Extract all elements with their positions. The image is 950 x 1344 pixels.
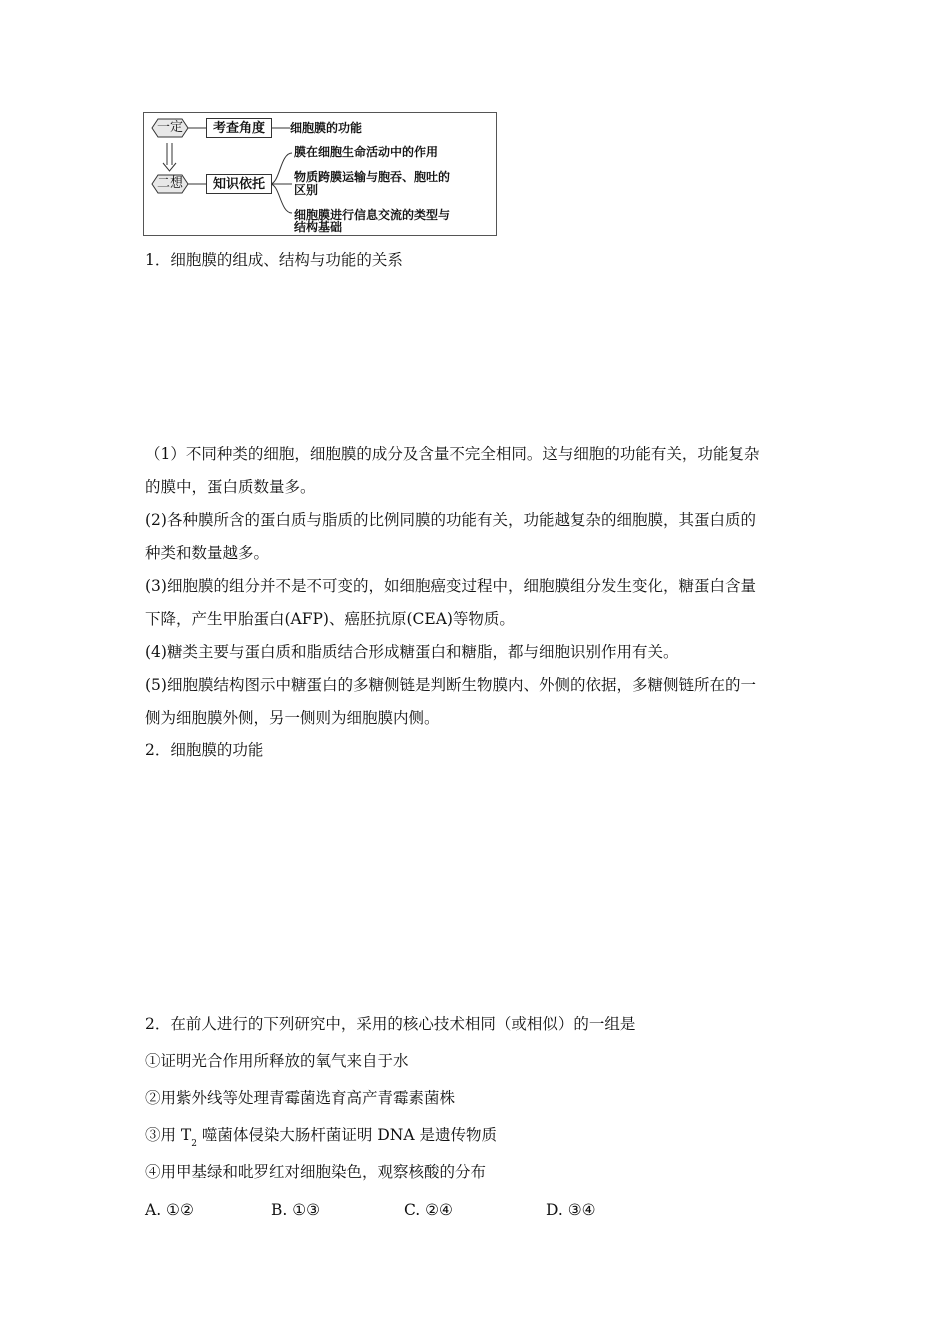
paragraph-line: (3)细胞膜的组分并不是不可变的，如细胞癌变过程中，细胞膜组分发生变化，糖蛋白含量 [145, 577, 756, 595]
arrow-head [163, 163, 176, 171]
question-stem: 2．在前人进行的下列研究中，采用的核心技术相同（或相似）的一组是 [145, 1015, 636, 1033]
option-d: D. ③④ [546, 1201, 596, 1219]
section2-heading: 2．细胞膜的功能 [145, 741, 264, 759]
basis-item-2-cont: 区别 [294, 183, 319, 197]
basis-item-1: 膜在细胞生命活动中的作用 [294, 145, 439, 159]
item3-subscript: 2 [191, 1139, 197, 1149]
basis-box: 知识依托 [206, 174, 272, 194]
step1-label: 一定 [156, 120, 183, 135]
paragraph-line: 侧为细胞膜外侧，另一侧则为细胞膜内侧。 [145, 709, 440, 727]
option-c: C. ②④ [404, 1201, 453, 1219]
paragraph-line: 的膜中，蛋白质数量多。 [145, 478, 316, 496]
question-item-1: ①证明光合作用所释放的氧气来自于水 [145, 1052, 409, 1070]
paragraph-line: (5)细胞膜结构图示中糖蛋白的多糖侧链是判断生物膜内、外侧的依据，多糖侧链所在的一 [145, 676, 756, 694]
angle-box: 考查角度 [206, 118, 272, 138]
section1-heading: 1．细胞膜的组成、结构与功能的关系 [145, 251, 403, 269]
option-a: A. ①② [145, 1201, 194, 1219]
item3-suffix: 噬菌体侵染大肠杆菌证明 DNA 是遗传物质 [197, 1126, 497, 1144]
branch-top [270, 153, 292, 184]
paragraph-line: (2)各种膜所含的蛋白质与脂质的比例同膜的功能有关，功能越复杂的细胞膜，其蛋白质的 [145, 511, 756, 529]
step2-label: 二想 [156, 176, 183, 191]
paragraph-line: 种类和数量越多。 [145, 544, 270, 562]
paragraph-line: (4)糖类主要与蛋白质和脂质结合形成糖蛋白和糖脂，都与细胞识别作用有关。 [145, 643, 679, 661]
question-item-2: ②用紫外线等处理青霉菌选育高产青霉素菌株 [145, 1089, 456, 1107]
concept-diagram [143, 112, 497, 236]
paragraph-line: 下降，产生甲胎蛋白(AFP)、癌胚抗原(CEA)等物质。 [145, 610, 515, 628]
basis-item-3: 细胞膜进行信息交流的类型与 [294, 208, 451, 222]
basis-item-2: 物质跨膜运输与胞吞、胞吐的 [294, 170, 451, 184]
angle-value: 细胞膜的功能 [290, 121, 363, 135]
option-b: B. ①③ [271, 1201, 321, 1219]
branch-bottom [270, 184, 292, 213]
basis-item-3-cont: 结构基础 [294, 220, 343, 234]
question-item-3 [145, 1125, 809, 1148]
question-item-4: ④用甲基绿和吡罗红对细胞染色，观察核酸的分布 [145, 1163, 487, 1181]
paragraph-line: （1）不同种类的细胞，细胞膜的成分及含量不完全相同。这与细胞的功能有关，功能复杂 [145, 445, 760, 463]
item3-prefix: ③用 T [145, 1126, 192, 1144]
